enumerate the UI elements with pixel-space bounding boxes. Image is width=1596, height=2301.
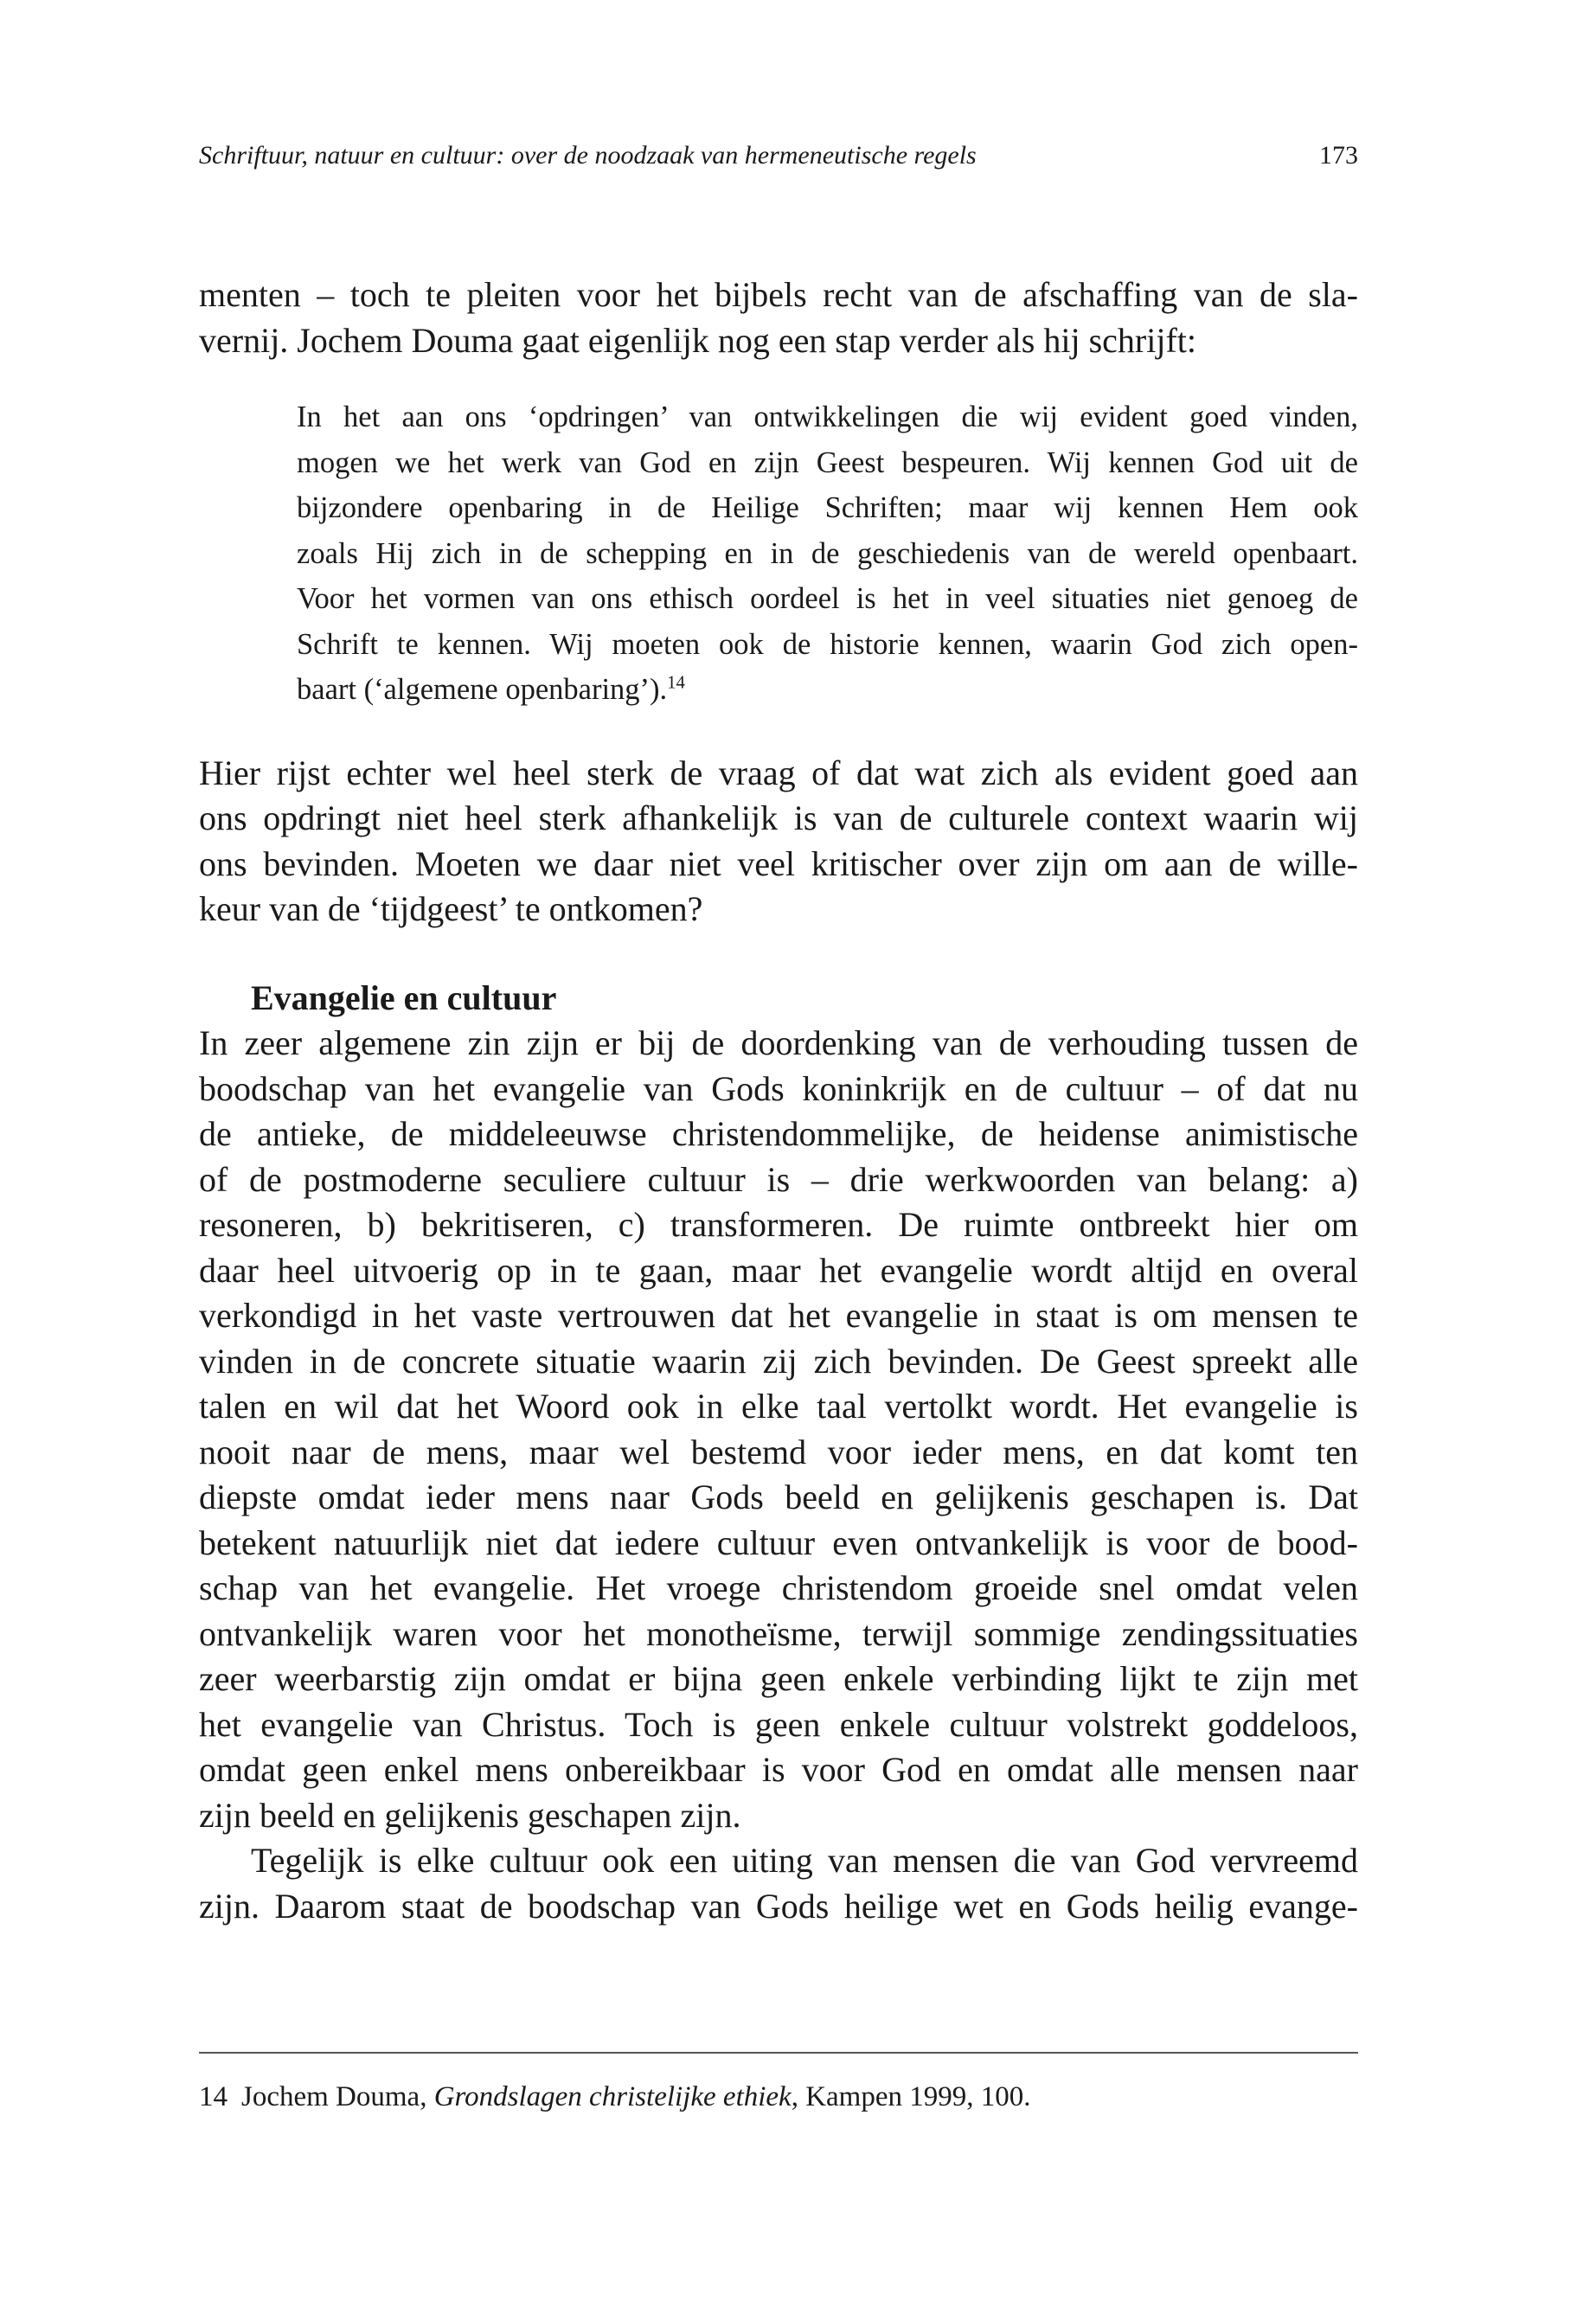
quote-line-text: baart (‘algemene openbaring’). <box>297 673 668 706</box>
body-text <box>199 272 1358 1929</box>
text-line: of de postmoderne seculiere cultuur is – drie werkwoorden van belang: a) <box>199 1159 1358 1199</box>
text-line: diepste omdat ieder mens naar Gods beeld en gelijkenis geschapen is. Dat <box>199 1477 1358 1516</box>
quote-line: mogen we het werk van God en zijn Geest bespeuren. Wij kennen God uit de <box>297 445 1358 479</box>
text-line: betekent natuurlijk niet dat iedere cultuur even ontvankelijk is voor de bood- <box>199 1522 1358 1562</box>
text-line: vernij. Jochem Douma gaat eigenlijk nog een stap verder als hij schrijft: <box>199 320 1196 360</box>
paragraph-tijdgeest <box>199 751 1358 933</box>
text-line: ons bevinden. Moeten we daar niet veel kritischer over zijn om aan de wille- <box>199 843 1358 883</box>
text-line: talen en wil dat het Woord ook in elke taal vertolkt wordt. Het evangelie is <box>199 1387 1358 1426</box>
text-line: ontvankelijk waren voor het monotheïsme, terwijl sommige zendingssituaties <box>199 1613 1358 1653</box>
text-line: zeer weerbarstig zijn omdat er bijna geen enkele verbinding lijkt te zijn met <box>199 1659 1358 1698</box>
quote-line: zoals Hij zich in de schepping en in de geschiedenis van de wereld openbaart. <box>297 536 1358 570</box>
footnote-title: Grondslagen christelijke ethiek <box>433 2081 792 2112</box>
text-line: schap van het evangelie. Het vroege christendom groeide snel omdat velen <box>199 1568 1358 1607</box>
footnote-details: , Kampen 1999, 100. <box>791 2081 1031 2112</box>
text-line: verkondigd in het vaste vertrouwen dat het evangelie in staat is om mensen te <box>199 1296 1358 1335</box>
footnote-14 <box>199 2078 1031 2117</box>
text-line: Hier rijst echter wel heel sterk de vraag of dat wat zich als evident goed aan <box>199 753 1358 792</box>
text-line: nooit naar de mens, maar wel bestemd voor ieder mens, en dat komt ten <box>199 1432 1358 1471</box>
footnote-divider <box>199 2052 1358 2054</box>
text-line: zijn beeld en gelijkenis geschapen zijn. <box>199 1795 741 1835</box>
text-line: keur van de ‘tijdgeest’ te ontkomen? <box>199 889 703 928</box>
text-line: resoneren, b) bekritiseren, c) transformeren. De ruimte ontbreekt hier om <box>199 1205 1358 1244</box>
quote-line: Voor het vormen van ons ethisch oordeel is het in veel situaties niet genoeg de <box>297 582 1358 615</box>
footnote-number: 14 <box>199 2081 228 2112</box>
text-line: omdat geen enkel mens onbereikbaar is voor God en omdat alle mensen naar <box>199 1750 1358 1789</box>
paragraph-evangelie-cultuur <box>199 1021 1358 1838</box>
text-line: ons opdringt niet heel sterk afhankelijk is van de culturele context waarin wij <box>199 798 1358 837</box>
running-header <box>199 138 1358 173</box>
footnote-reference[interactable]: 14 <box>667 673 685 693</box>
quote-line: bijzondere openbaring in de Heilige Schriften; maar wij kennen Hem ook <box>297 491 1358 524</box>
quote-line: In het aan ons ‘opdringen’ van ontwikkelingen die wij evident goed vinden, <box>297 401 1358 433</box>
text-line: vinden in de concrete situatie waarin zij zich bevinden. De Geest spreekt alle <box>199 1341 1358 1381</box>
intro-paragraph <box>199 272 1358 363</box>
text-line: het evangelie van Christus. Toch is geen enkele cultuur volstrekt goddeloos, <box>199 1704 1358 1744</box>
section-heading: Evangelie en cultuur <box>251 977 557 1017</box>
text-line: zijn. Daarom staat de boodschap van Gods heilige wet en Gods heilig evange- <box>199 1886 1358 1926</box>
text-line: Tegelijk is elke cultuur ook een uiting van mensen die van God vervreemd <box>251 1841 1358 1880</box>
block-quote <box>297 394 1358 713</box>
text-line: boodschap van het evangelie van Gods koninkrijk en de cultuur – of dat nu <box>199 1068 1358 1108</box>
text-line: de antieke, de middeleeuwse christendommelijke, de heidense animistische <box>199 1114 1358 1153</box>
quote-last-line <box>297 667 1358 713</box>
quote-line: Schrift te kennen. Wij moeten ook de historie kennen, waarin God zich open- <box>297 627 1358 661</box>
text-line: In zeer algemene zin zijn er bij de doordenking van de verhouding tussen de <box>199 1023 1358 1062</box>
footnote-author: Jochem Douma, <box>241 2081 427 2112</box>
page-number: 173 <box>1319 141 1358 170</box>
text-line: daar heel uitvoerig op in te gaan, maar het evangelie wordt altijd en overal <box>199 1250 1358 1290</box>
running-title: Schriftuur, natuur en cultuur: over de noodzaak van hermeneutische regels <box>199 141 977 170</box>
paragraph-tegelijk <box>199 1838 1358 1929</box>
text-line: menten – toch te pleiten voor het bijbels recht van de afschaffing van de sla- <box>199 275 1358 314</box>
